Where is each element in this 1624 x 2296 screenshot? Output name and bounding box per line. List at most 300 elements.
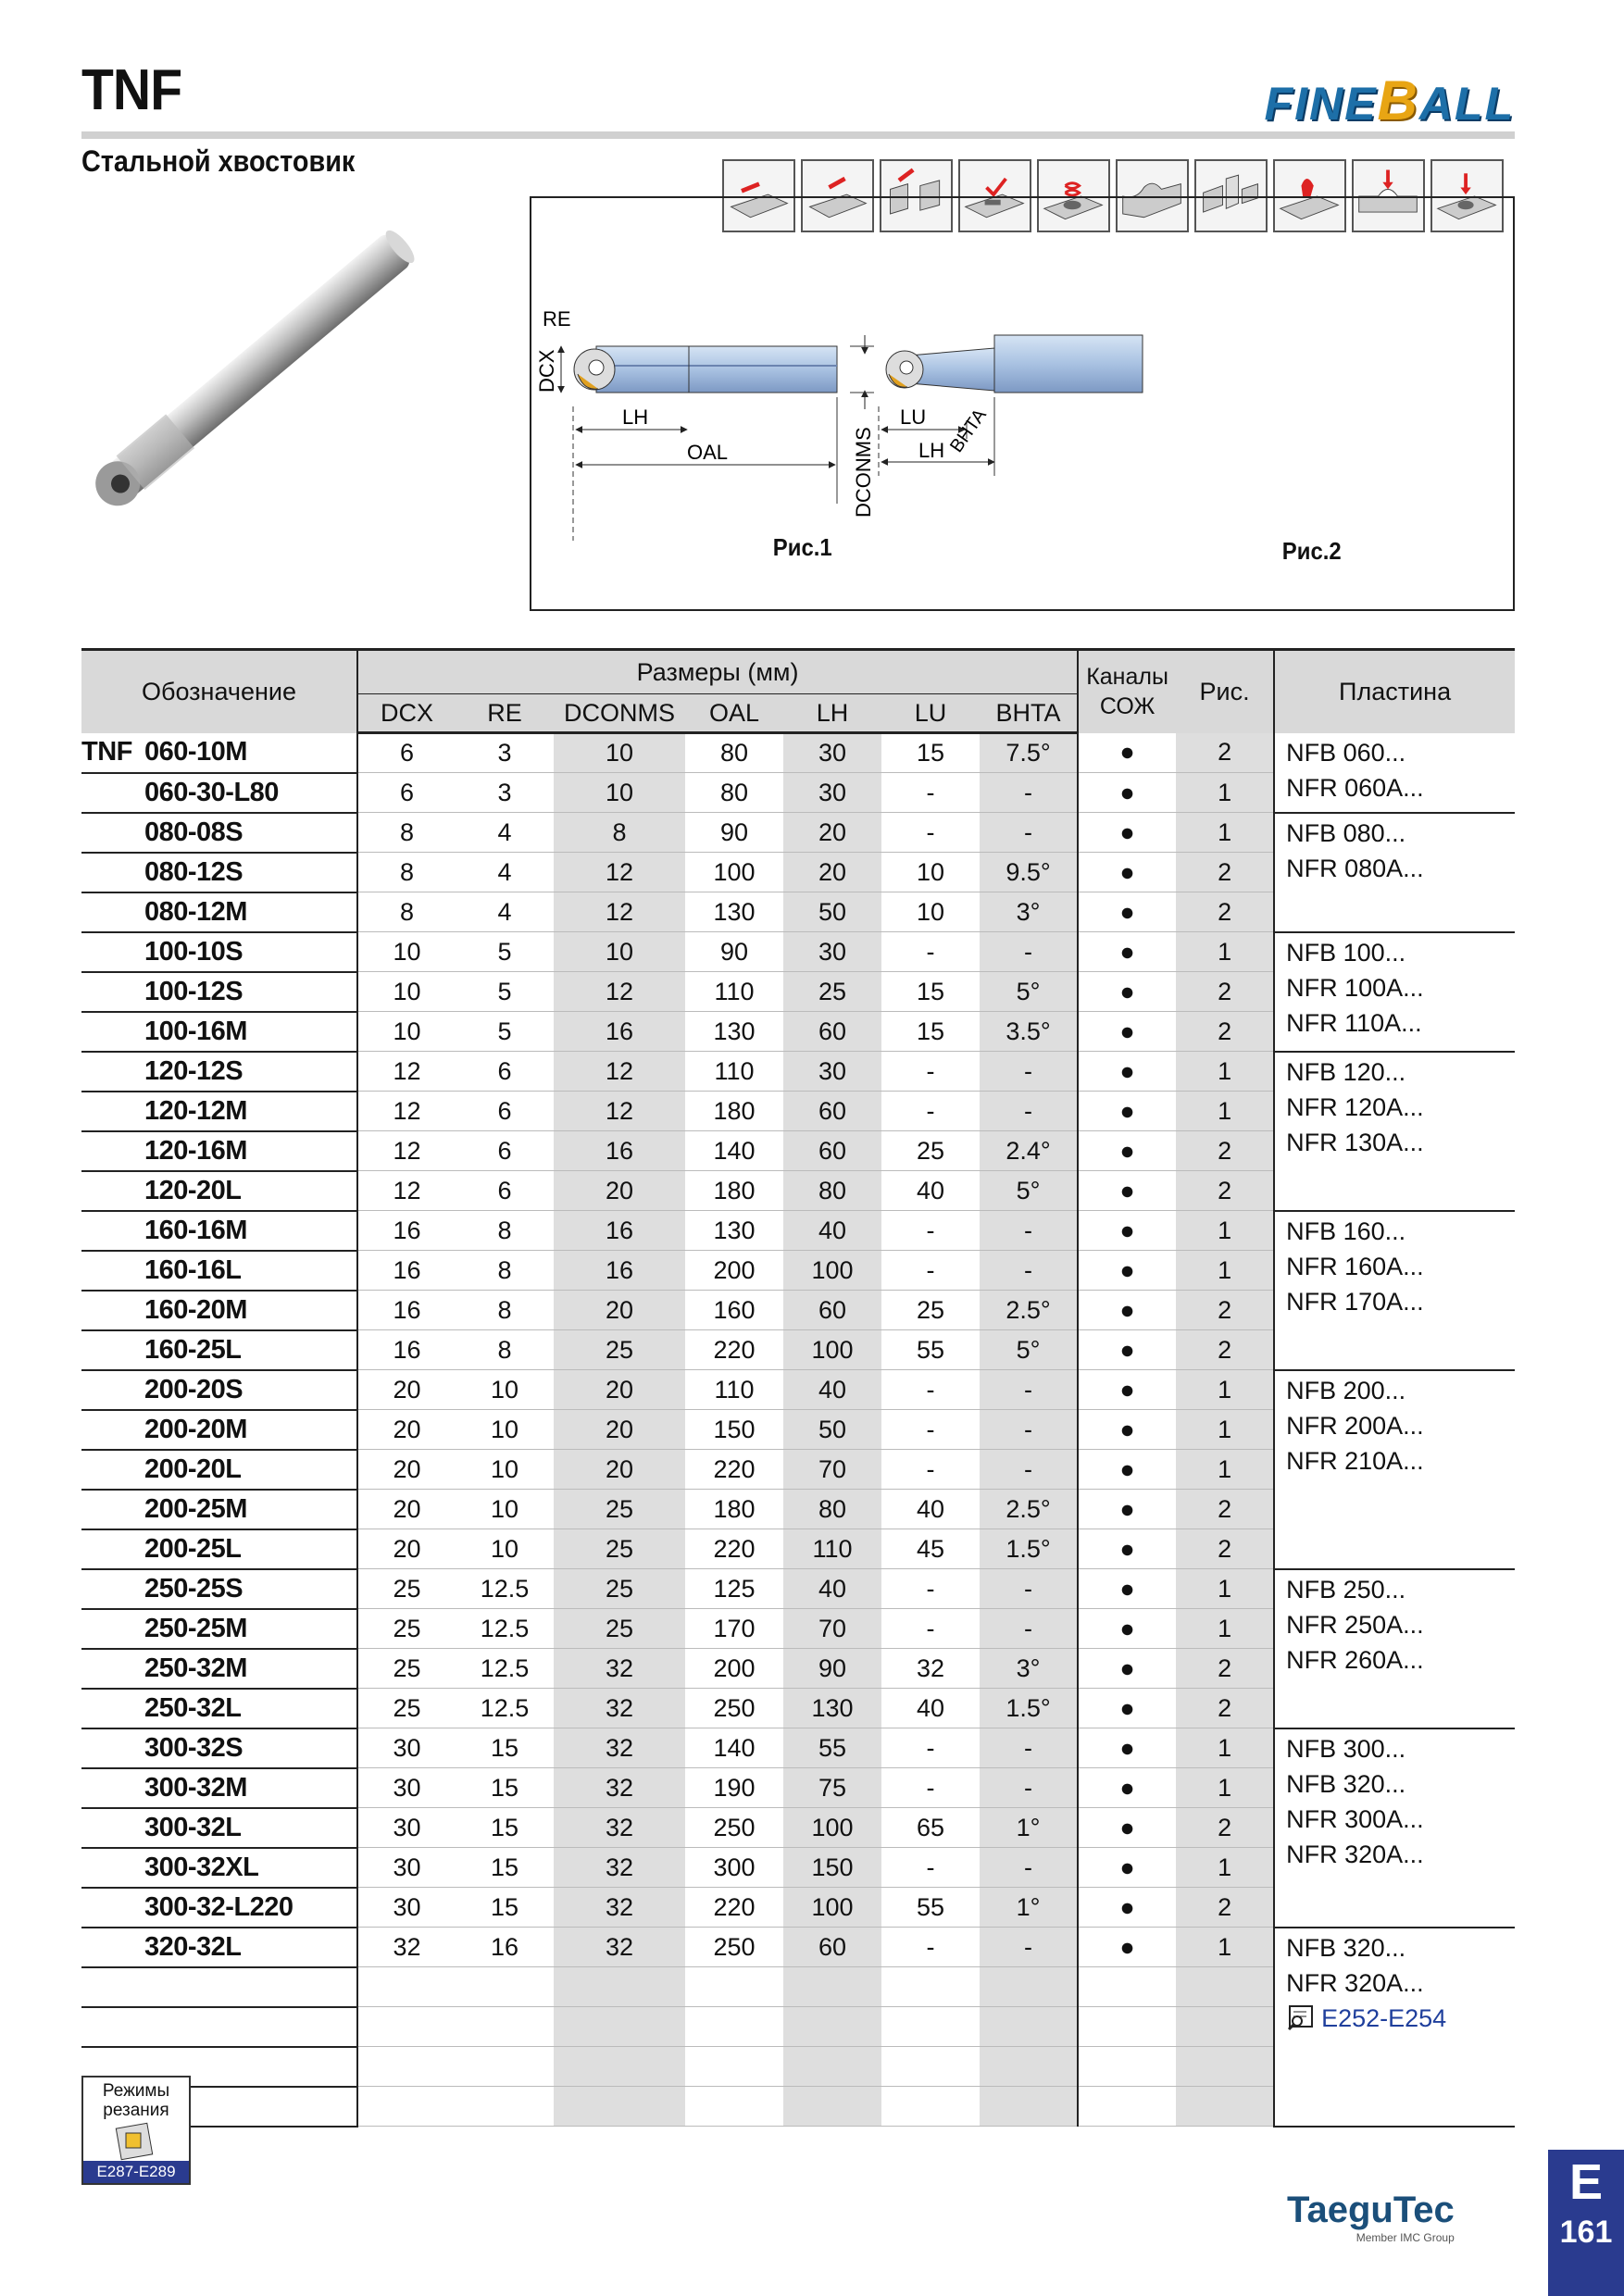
cutting-data-icon xyxy=(113,2122,159,2163)
cell-coolant: ● xyxy=(1078,1052,1176,1092)
cell-re: 15 xyxy=(456,1848,554,1888)
cell-bhta: - xyxy=(980,1251,1078,1291)
cell-re: 4 xyxy=(456,892,554,932)
cell-dconms: 32 xyxy=(554,1888,685,1928)
cell-dcx: 12 xyxy=(357,1131,456,1171)
cell-dconms: 25 xyxy=(554,1529,685,1569)
cell-coolant: ● xyxy=(1078,1410,1176,1450)
insert-code: NFR 160A... xyxy=(1286,1252,1424,1280)
cell-bhta: 5° xyxy=(980,1330,1078,1370)
cell-lu: 10 xyxy=(881,892,980,932)
designation-cell xyxy=(81,733,357,773)
cell-dconms: 16 xyxy=(554,1251,685,1291)
cell-bhta: - xyxy=(980,1370,1078,1410)
cell-lu: - xyxy=(881,1768,980,1808)
cell-oal: 200 xyxy=(685,1649,783,1689)
cell-dcx xyxy=(357,2087,456,2127)
cell-dcx xyxy=(357,1967,456,2007)
cell-dcx: 8 xyxy=(357,853,456,892)
cell-bhta: - xyxy=(980,1410,1078,1450)
cell-coolant: ● xyxy=(1078,1251,1176,1291)
designation-code: 250-25M xyxy=(144,1613,247,1643)
cell-fig: 2 xyxy=(1176,1291,1274,1330)
cell-re: 12.5 xyxy=(456,1649,554,1689)
cutting-data-ref: E287-E289 xyxy=(83,2161,189,2183)
cell-bhta: 5° xyxy=(980,972,1078,1012)
designation-code: 250-32M xyxy=(144,1653,247,1683)
cell-fig: 1 xyxy=(1176,1410,1274,1450)
cell-lu: - xyxy=(881,932,980,972)
cell-dconms: 16 xyxy=(554,1012,685,1052)
cell-lu: - xyxy=(881,1609,980,1649)
insert-cell xyxy=(1274,1211,1515,1370)
cell-lu: - xyxy=(881,1092,980,1131)
designation-cell xyxy=(81,1370,357,1410)
cell-lh: 30 xyxy=(783,932,881,972)
cell-bhta: - xyxy=(980,932,1078,972)
col-header-designation: Обозначение xyxy=(81,650,357,733)
cell-dcx: 30 xyxy=(357,1808,456,1848)
dim-label-oal: OAL xyxy=(687,441,729,464)
insert-code: NFR 250A... xyxy=(1286,1610,1424,1639)
cell-bhta: - xyxy=(980,773,1078,813)
page-title: TNF xyxy=(81,58,182,122)
designation-code: 300-32M xyxy=(144,1772,247,1803)
cell-dcx: 12 xyxy=(357,1171,456,1211)
col-header-dimensions: Размеры (мм) xyxy=(357,650,1078,694)
cell-coolant: ● xyxy=(1078,1529,1176,1569)
designation-cell xyxy=(81,1330,357,1370)
cell-re: 6 xyxy=(456,1092,554,1131)
cell-re: 12.5 xyxy=(456,1569,554,1609)
cell-dconms xyxy=(554,2007,685,2047)
header-divider xyxy=(81,131,1515,139)
cell-lu: - xyxy=(881,1410,980,1450)
col-header-bhta: BHTA xyxy=(980,694,1078,733)
cell-bhta: 3° xyxy=(980,892,1078,932)
cell-lh: 55 xyxy=(783,1728,881,1768)
cell-fig: 2 xyxy=(1176,1808,1274,1848)
cell-dcx: 6 xyxy=(357,733,456,773)
designation-cell xyxy=(81,1569,357,1609)
designation-cell xyxy=(81,1768,357,1808)
designation-code: 120-12S xyxy=(144,1055,244,1086)
cell-dconms: 16 xyxy=(554,1131,685,1171)
cell-coolant: ● xyxy=(1078,1490,1176,1529)
designation-code: 300-32-L220 xyxy=(144,1891,294,1922)
cell-lh: 80 xyxy=(783,1171,881,1211)
insert-code: NFB 300... xyxy=(1286,1734,1406,1763)
cell-fig: 1 xyxy=(1176,1768,1274,1808)
cell-coolant: ● xyxy=(1078,1728,1176,1768)
cell-bhta: - xyxy=(980,1569,1078,1609)
section-letter: E xyxy=(1568,2154,1604,2210)
insert-code: NFR 080A... xyxy=(1286,854,1424,882)
cell-fig: 2 xyxy=(1176,1171,1274,1211)
cell-dconms: 20 xyxy=(554,1410,685,1450)
cell-lu: - xyxy=(881,1251,980,1291)
insert-page-ref-text: E252-E254 xyxy=(1321,2003,1447,2032)
cell-re xyxy=(456,1967,554,2007)
cell-re: 5 xyxy=(456,1012,554,1052)
cell-bhta: 1° xyxy=(980,1888,1078,1928)
cell-lh: 40 xyxy=(783,1370,881,1410)
cell-lh xyxy=(783,2087,881,2127)
designation-code: 060-10M xyxy=(144,737,247,767)
cell-oal: 125 xyxy=(685,1569,783,1609)
insert-code: NFB 320... xyxy=(1286,1933,1406,1962)
designation-code: 160-25L xyxy=(144,1334,242,1365)
designation-cell xyxy=(81,1291,357,1330)
cell-lu: 65 xyxy=(881,1808,980,1848)
cell-dconms: 10 xyxy=(554,733,685,773)
cell-re xyxy=(456,2047,554,2087)
designation-cell xyxy=(81,1848,357,1888)
table-row xyxy=(81,1370,1515,1410)
cell-lu xyxy=(881,1967,980,2007)
cell-fig: 1 xyxy=(1176,1848,1274,1888)
insert-code: NFR 260A... xyxy=(1286,1645,1424,1674)
designation-cell xyxy=(81,1012,357,1052)
cell-fig: 2 xyxy=(1176,1649,1274,1689)
insert-cell xyxy=(1274,1569,1515,1728)
cell-lu: 25 xyxy=(881,1291,980,1330)
cell-dconms: 12 xyxy=(554,892,685,932)
insert-code: NFR 130A... xyxy=(1286,1128,1424,1156)
designation-code: 120-16M xyxy=(144,1135,247,1166)
cell-bhta: 3.5° xyxy=(980,1012,1078,1052)
insert-cell xyxy=(1274,1052,1515,1211)
insert-code: NFR 120A... xyxy=(1286,1092,1424,1121)
cell-dcx: 20 xyxy=(357,1529,456,1569)
cell-dcx xyxy=(357,2047,456,2087)
cell-coolant: ● xyxy=(1078,1171,1176,1211)
cell-lu: - xyxy=(881,1211,980,1251)
cell-lu xyxy=(881,2087,980,2127)
cell-oal: 100 xyxy=(685,853,783,892)
designation-code: 100-10S xyxy=(144,936,244,967)
designation-cell xyxy=(81,853,357,892)
cell-re: 15 xyxy=(456,1768,554,1808)
cell-lu xyxy=(881,2047,980,2087)
insert-code: NFR 320A... xyxy=(1286,1840,1424,1868)
cell-lh xyxy=(783,1967,881,2007)
cell-coolant: ● xyxy=(1078,773,1176,813)
cell-coolant: ● xyxy=(1078,1609,1176,1649)
insert-code: NFR 060A... xyxy=(1286,773,1424,802)
cell-fig: 2 xyxy=(1176,1131,1274,1171)
cell-lu: - xyxy=(881,773,980,813)
cell-coolant: ● xyxy=(1078,813,1176,853)
cell-oal: 110 xyxy=(685,1052,783,1092)
cell-re xyxy=(456,2087,554,2127)
insert-code: NFR 100A... xyxy=(1286,973,1424,1002)
cell-re: 8 xyxy=(456,1291,554,1330)
cell-dcx: 25 xyxy=(357,1689,456,1728)
cell-re: 6 xyxy=(456,1052,554,1092)
spec-table xyxy=(81,648,1515,2128)
cell-fig: 1 xyxy=(1176,1928,1274,1967)
cell-oal xyxy=(685,1967,783,2007)
cell-bhta: - xyxy=(980,813,1078,853)
cell-fig: 1 xyxy=(1176,932,1274,972)
cell-oal xyxy=(685,2047,783,2087)
cell-re: 16 xyxy=(456,1928,554,1967)
cell-lu: 10 xyxy=(881,853,980,892)
cell-coolant: ● xyxy=(1078,733,1176,773)
cell-oal xyxy=(685,2087,783,2127)
cell-oal: 300 xyxy=(685,1848,783,1888)
cell-bhta xyxy=(980,2087,1078,2127)
designation-cell xyxy=(81,892,357,932)
designation-cell xyxy=(81,1092,357,1131)
dim-label-bhta: BHTA xyxy=(946,405,991,456)
cell-dcx: 20 xyxy=(357,1450,456,1490)
insert-code: NFR 210A... xyxy=(1286,1446,1424,1475)
cell-dconms: 12 xyxy=(554,853,685,892)
cell-dconms: 32 xyxy=(554,1928,685,1967)
cell-oal: 90 xyxy=(685,813,783,853)
cutting-data-title: Режимы резания xyxy=(102,2081,170,2120)
cell-oal: 140 xyxy=(685,1131,783,1171)
cell-dconms: 25 xyxy=(554,1330,685,1370)
cell-fig: 2 xyxy=(1176,972,1274,1012)
cell-bhta: - xyxy=(980,1052,1078,1092)
cell-bhta: - xyxy=(980,1092,1078,1131)
cell-fig: 2 xyxy=(1176,1012,1274,1052)
cell-fig xyxy=(1176,1967,1274,2007)
cell-lu: 32 xyxy=(881,1649,980,1689)
cell-bhta: 7.5° xyxy=(980,733,1078,773)
cell-re: 15 xyxy=(456,1728,554,1768)
cell-dcx: 16 xyxy=(357,1330,456,1370)
dim-label-dcx: DCX xyxy=(535,349,558,393)
cell-lh: 100 xyxy=(783,1888,881,1928)
insert-code: NFR 200A... xyxy=(1286,1411,1424,1440)
designation-code: 080-08S xyxy=(144,817,244,847)
cell-coolant: ● xyxy=(1078,932,1176,972)
cell-bhta: - xyxy=(980,1928,1078,1967)
cell-bhta: 1° xyxy=(980,1808,1078,1848)
designation-cell xyxy=(81,972,357,1012)
insert-code: NFB 250... xyxy=(1286,1575,1406,1603)
cell-bhta: 2.4° xyxy=(980,1131,1078,1171)
cell-lh: 40 xyxy=(783,1211,881,1251)
cell-lu: 15 xyxy=(881,733,980,773)
designation-code: 200-20M xyxy=(144,1414,247,1444)
cell-coolant: ● xyxy=(1078,972,1176,1012)
designation-cell xyxy=(81,1728,357,1768)
cell-dconms: 10 xyxy=(554,932,685,972)
cell-dconms: 20 xyxy=(554,1291,685,1330)
cell-lh: 20 xyxy=(783,813,881,853)
insert-cell xyxy=(1274,813,1515,932)
cell-lu xyxy=(881,2007,980,2047)
cell-oal: 190 xyxy=(685,1768,783,1808)
cell-re: 10 xyxy=(456,1490,554,1529)
insert-code: NFR 110A... xyxy=(1286,1008,1422,1037)
cell-oal: 110 xyxy=(685,1370,783,1410)
designation-code: 300-32S xyxy=(144,1732,244,1763)
designation-cell xyxy=(81,1052,357,1092)
designation-code: 120-12M xyxy=(144,1095,247,1126)
cell-fig: 1 xyxy=(1176,1211,1274,1251)
cell-oal: 180 xyxy=(685,1092,783,1131)
cell-dconms: 12 xyxy=(554,972,685,1012)
cell-dconms: 32 xyxy=(554,1848,685,1888)
col-header-lu: LU xyxy=(881,694,980,733)
cell-dcx: 25 xyxy=(357,1649,456,1689)
insert-cell xyxy=(1274,1728,1515,1928)
cell-re: 4 xyxy=(456,813,554,853)
cell-coolant: ● xyxy=(1078,1450,1176,1490)
cell-coolant: ● xyxy=(1078,892,1176,932)
cell-lh: 110 xyxy=(783,1529,881,1569)
cell-fig: 1 xyxy=(1176,1450,1274,1490)
cell-oal: 220 xyxy=(685,1450,783,1490)
designation-cell xyxy=(81,1410,357,1450)
table-row xyxy=(81,932,1515,972)
designation-cell xyxy=(81,2007,357,2047)
cell-fig: 2 xyxy=(1176,1330,1274,1370)
insert-code: NFB 080... xyxy=(1286,818,1406,847)
figure-box xyxy=(530,196,1515,611)
designation-cell xyxy=(81,1967,357,2007)
cell-fig: 2 xyxy=(1176,1888,1274,1928)
cell-re: 10 xyxy=(456,1529,554,1569)
cell-re: 8 xyxy=(456,1330,554,1370)
cell-dcx: 10 xyxy=(357,1012,456,1052)
cell-bhta: - xyxy=(980,1768,1078,1808)
cell-lh xyxy=(783,2047,881,2087)
cell-lu: - xyxy=(881,1728,980,1768)
cell-bhta: 2.5° xyxy=(980,1291,1078,1330)
cell-fig: 2 xyxy=(1176,1490,1274,1529)
page-number: 161 xyxy=(1559,2215,1613,2250)
table-row xyxy=(81,1928,1515,1967)
cell-dcx: 10 xyxy=(357,972,456,1012)
cell-re: 15 xyxy=(456,1888,554,1928)
insert-code: NFB 200... xyxy=(1286,1376,1406,1404)
cell-fig: 2 xyxy=(1176,1689,1274,1728)
cell-coolant: ● xyxy=(1078,1370,1176,1410)
designation-code: 200-25L xyxy=(144,1533,242,1564)
cell-dcx: 6 xyxy=(357,773,456,813)
cell-lh: 30 xyxy=(783,773,881,813)
cell-re: 12.5 xyxy=(456,1689,554,1728)
cell-lh: 100 xyxy=(783,1330,881,1370)
cell-coolant xyxy=(1078,1967,1176,2007)
cell-dcx: 8 xyxy=(357,892,456,932)
cell-dconms: 10 xyxy=(554,773,685,813)
cell-oal: 110 xyxy=(685,972,783,1012)
designation-cell xyxy=(81,1131,357,1171)
cell-re: 8 xyxy=(456,1211,554,1251)
designation-code: 250-32L xyxy=(144,1692,242,1723)
col-header-fig: Рис. xyxy=(1176,650,1274,733)
cell-dconms: 32 xyxy=(554,1768,685,1808)
cell-coolant: ● xyxy=(1078,1689,1176,1728)
cell-bhta xyxy=(980,1967,1078,2007)
cell-lu: 25 xyxy=(881,1131,980,1171)
cell-lh: 60 xyxy=(783,1131,881,1171)
insert-code: NFB 060... xyxy=(1286,738,1406,767)
cell-oal: 160 xyxy=(685,1291,783,1330)
cell-oal: 130 xyxy=(685,1211,783,1251)
cell-dconms xyxy=(554,2047,685,2087)
cell-oal: 250 xyxy=(685,1689,783,1728)
cell-dcx: 16 xyxy=(357,1251,456,1291)
insert-code: NFB 100... xyxy=(1286,938,1406,967)
cell-lh: 30 xyxy=(783,733,881,773)
cell-re: 15 xyxy=(456,1808,554,1848)
section-tab xyxy=(1548,2150,1624,2296)
designation-cell xyxy=(81,1529,357,1569)
cell-lu: - xyxy=(881,1928,980,1967)
cell-lu: 40 xyxy=(881,1490,980,1529)
cell-coolant xyxy=(1078,2087,1176,2127)
cell-coolant xyxy=(1078,2047,1176,2087)
designation-code: 200-25M xyxy=(144,1493,247,1524)
cell-dconms: 25 xyxy=(554,1490,685,1529)
cell-lh: 130 xyxy=(783,1689,881,1728)
cell-dcx: 30 xyxy=(357,1768,456,1808)
cell-lu: 55 xyxy=(881,1888,980,1928)
cell-coolant: ● xyxy=(1078,1211,1176,1251)
cutting-data-box[interactable] xyxy=(81,2076,191,2185)
table-row xyxy=(81,1052,1515,1092)
cell-re: 6 xyxy=(456,1171,554,1211)
dim-label-lu: LU xyxy=(900,406,927,429)
cell-lh xyxy=(783,2007,881,2047)
cell-lh: 100 xyxy=(783,1251,881,1291)
table-row xyxy=(81,1728,1515,1768)
designation-code: 160-16M xyxy=(144,1215,247,1245)
page-subtitle: Стальной хвостовик xyxy=(81,144,356,178)
cell-lu: - xyxy=(881,1450,980,1490)
cell-oal: 130 xyxy=(685,1012,783,1052)
cell-lh: 90 xyxy=(783,1649,881,1689)
cell-fig: 1 xyxy=(1176,1569,1274,1609)
cell-lh: 60 xyxy=(783,1291,881,1330)
table-row xyxy=(81,1569,1515,1609)
cell-fig: 1 xyxy=(1176,1251,1274,1291)
insert-code: NFR 320A... xyxy=(1286,1968,1424,1997)
cell-fig: 2 xyxy=(1176,733,1274,773)
cell-fig: 2 xyxy=(1176,1529,1274,1569)
designation-code: 080-12S xyxy=(144,856,244,887)
designation-cell xyxy=(81,1490,357,1529)
designation-cell xyxy=(81,1450,357,1490)
cell-coolant: ● xyxy=(1078,1768,1176,1808)
insert-page-ref[interactable] xyxy=(1286,2001,1515,2036)
cell-oal: 200 xyxy=(685,1251,783,1291)
col-header-oal: OAL xyxy=(685,694,783,733)
cell-coolant: ● xyxy=(1078,1131,1176,1171)
cell-dconms: 32 xyxy=(554,1808,685,1848)
cell-fig: 1 xyxy=(1176,813,1274,853)
cell-bhta: 2.5° xyxy=(980,1490,1078,1529)
cell-oal: 90 xyxy=(685,932,783,972)
cell-re: 8 xyxy=(456,1251,554,1291)
cell-coolant xyxy=(1078,2007,1176,2047)
designation-code: 200-20L xyxy=(144,1454,242,1484)
cell-coolant: ● xyxy=(1078,1888,1176,1928)
col-header-coolant: Каналы СОЖ xyxy=(1078,650,1176,733)
cell-fig xyxy=(1176,2087,1274,2127)
cell-re: 6 xyxy=(456,1131,554,1171)
cell-dcx: 30 xyxy=(357,1728,456,1768)
